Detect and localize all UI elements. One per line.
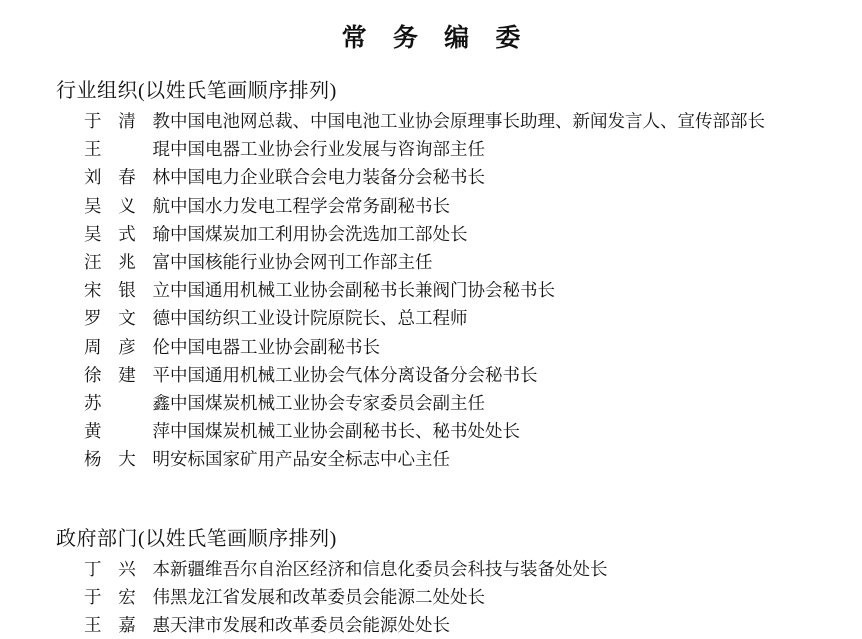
list-item: [0, 276, 862, 304]
entry-list: [0, 555, 862, 639]
list-item: [0, 389, 862, 417]
entry-description: 新疆维吾尔自治区经济和信息化委员会科技与装备处处长: [170, 558, 608, 579]
entry-name: 苏 鑫: [84, 393, 170, 414]
section-heading: 行业组织(以姓氏笔画顺序排列): [56, 80, 337, 102]
list-item: [0, 248, 862, 276]
entry-description: 中国通用机械工业协会气体分离设备分会秘书长: [170, 364, 538, 385]
list-item: [0, 192, 862, 220]
entry-name: 王嘉惠: [84, 615, 170, 636]
section-industry-organizations: [0, 74, 862, 474]
list-item: [0, 220, 862, 248]
entry-description: 中国煤炭机械工业协会专家委员会副主任: [170, 393, 485, 414]
entry-name: 王 琨: [84, 139, 170, 160]
entry-description: 中国水力发电工程学会常务副秘书长: [170, 195, 450, 216]
entry-name: 吴义航: [84, 195, 170, 216]
entry-name: 吴式瑜: [84, 223, 170, 244]
entry-name: 于宏伟: [84, 586, 170, 607]
entry-name: 罗文德: [84, 308, 170, 329]
entry-description: 中国核能行业协会网刊工作部主任: [170, 252, 433, 273]
entry-description: 黑龙江省发展和改革委员会能源二处处长: [170, 586, 485, 607]
list-item: [0, 583, 862, 611]
list-item: [0, 304, 862, 332]
entry-name: 杨大明: [84, 449, 170, 470]
list-item: [0, 611, 862, 639]
entry-description: 中国通用机械工业协会副秘书长兼阀门协会秘书长: [170, 280, 555, 301]
list-item: [0, 135, 862, 163]
entry-name: 丁兴本: [84, 558, 170, 579]
entry-name: 刘春林: [84, 167, 170, 188]
section-heading: 政府部门(以姓氏笔画顺序排列): [56, 527, 337, 550]
section-government-departments: [0, 522, 862, 639]
entry-description: 中国电力企业联合会电力装备分会秘书长: [170, 167, 485, 188]
entry-name: 黄 萍: [84, 421, 170, 442]
entry-description: 中国电池网总裁、中国电池工业协会原理事长助理、新闻发言人、宣传部部长: [170, 111, 765, 131]
entry-name: 汪兆富: [84, 252, 170, 273]
document-page: [0, 18, 862, 636]
list-item: [0, 445, 862, 473]
entry-description: 中国电器工业协会行业发展与咨询部主任: [170, 139, 485, 160]
list-item: [0, 333, 862, 361]
list-item: [0, 163, 862, 191]
list-item: [0, 107, 862, 135]
page-title: 常 务 编 委: [341, 25, 531, 52]
entry-description: 中国纺织工业设计院原院长、总工程师: [170, 308, 468, 329]
entry-description: 中国煤炭机械工业协会副秘书长、秘书处处长: [170, 421, 520, 442]
entry-name: 徐建平: [84, 364, 170, 385]
list-item: [0, 555, 862, 583]
entry-name: 宋银立: [84, 280, 170, 301]
entry-name: 于清教: [84, 111, 170, 131]
entry-description: 中国电器工业协会副秘书长: [170, 336, 380, 357]
entry-description: 中国煤炭加工利用协会洗选加工部处长: [170, 223, 468, 244]
entry-description: 安标国家矿用产品安全标志中心主任: [170, 449, 450, 470]
entry-name: 周彦伦: [84, 336, 170, 357]
list-item: [0, 417, 862, 445]
list-item: [0, 361, 862, 389]
entry-list: [0, 107, 862, 474]
entry-description: 天津市发展和改革委员会能源处处长: [170, 615, 450, 636]
